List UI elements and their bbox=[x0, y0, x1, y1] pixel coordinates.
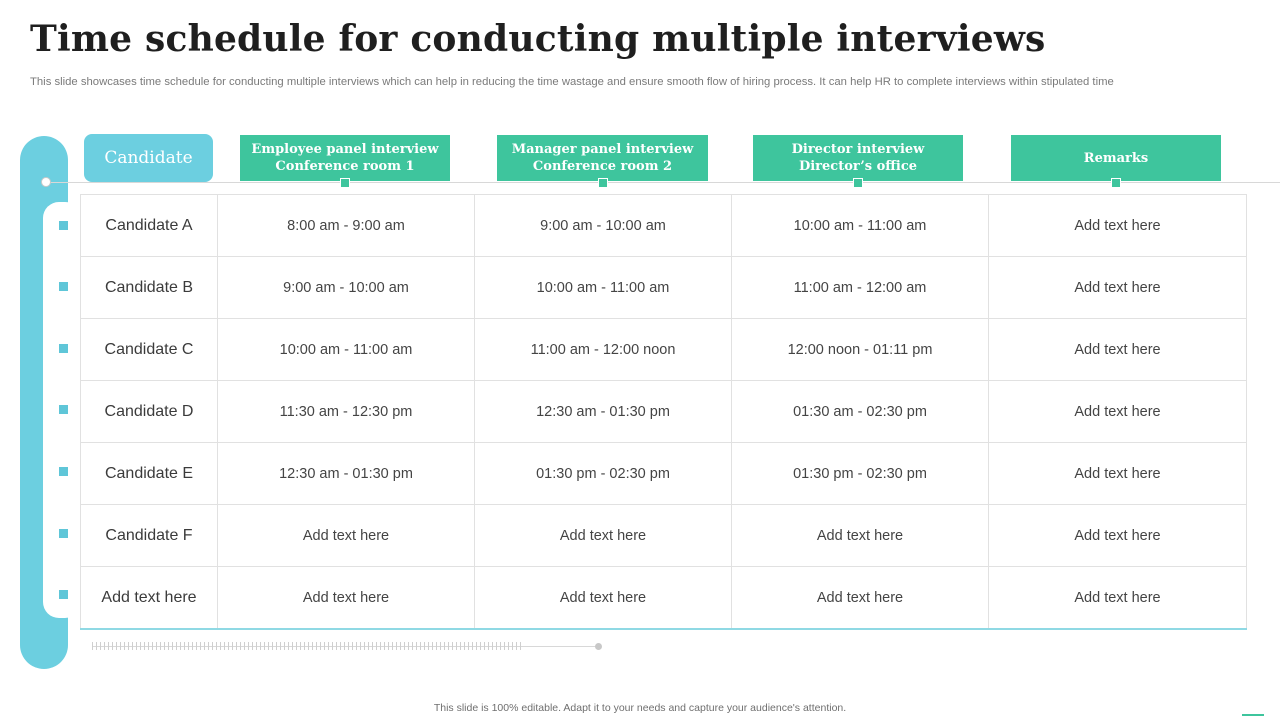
header-manager-panel: Manager panel interview Conference room 2 bbox=[497, 135, 708, 181]
employee-panel-time-cell: 10:00 am - 11:00 am bbox=[218, 319, 475, 381]
director-time-cell: 11:00 am - 12:00 am bbox=[732, 257, 989, 319]
director-time-cell: Add text here bbox=[732, 505, 989, 567]
decorative-dot bbox=[595, 643, 602, 650]
decorative-tick-marks bbox=[92, 642, 522, 650]
director-time-cell: 01:30 pm - 02:30 pm bbox=[732, 443, 989, 505]
table-row bbox=[81, 567, 1247, 630]
manager-panel-time-cell: 10:00 am - 11:00 am bbox=[475, 257, 732, 319]
candidate-name-cell: Candidate B bbox=[81, 257, 218, 319]
director-time-cell: 12:00 noon - 01:11 pm bbox=[732, 319, 989, 381]
table-row bbox=[81, 381, 1247, 443]
employee-panel-time-cell: Add text here bbox=[218, 567, 475, 630]
candidate-name-cell: Candidate D bbox=[81, 381, 218, 443]
row-marker bbox=[59, 221, 68, 230]
manager-panel-time-cell: 01:30 pm - 02:30 pm bbox=[475, 443, 732, 505]
director-time-cell: 10:00 am - 11:00 am bbox=[732, 195, 989, 257]
page-subtitle: This slide showcases time schedule for conducting multiple interviews which can help in reducing the time wastage and ensure smooth flow of hiring process. It can help HR to complete interviews within stipulated time bbox=[30, 76, 1114, 88]
page-title: Time schedule for conducting multiple interviews bbox=[30, 18, 1046, 60]
director-time-cell: 01:30 am - 02:30 pm bbox=[732, 381, 989, 443]
row-marker bbox=[59, 282, 68, 291]
row-marker bbox=[59, 467, 68, 476]
candidate-name-cell: Add text here bbox=[81, 567, 218, 630]
candidate-name-cell: Candidate E bbox=[81, 443, 218, 505]
header-connector-dot bbox=[41, 177, 51, 187]
employee-panel-time-cell: Add text here bbox=[218, 505, 475, 567]
candidate-name-cell: Candidate C bbox=[81, 319, 218, 381]
row-marker bbox=[59, 529, 68, 538]
header-marker bbox=[853, 178, 863, 188]
candidate-name-cell: Candidate F bbox=[81, 505, 218, 567]
remarks-cell: Add text here bbox=[989, 257, 1247, 319]
header-marker bbox=[340, 178, 350, 188]
header-remarks: Remarks bbox=[1011, 135, 1221, 181]
manager-panel-time-cell: Add text here bbox=[475, 567, 732, 630]
remarks-cell: Add text here bbox=[989, 567, 1247, 630]
row-marker bbox=[59, 405, 68, 414]
manager-panel-time-cell: 12:30 am - 01:30 pm bbox=[475, 381, 732, 443]
remarks-cell: Add text here bbox=[989, 319, 1247, 381]
employee-panel-time-cell: 11:30 am - 12:30 pm bbox=[218, 381, 475, 443]
manager-panel-time-cell: Add text here bbox=[475, 505, 732, 567]
corner-accent-line bbox=[1242, 714, 1264, 716]
remarks-cell: Add text here bbox=[989, 443, 1247, 505]
manager-panel-time-cell: 9:00 am - 10:00 am bbox=[475, 195, 732, 257]
row-marker bbox=[59, 344, 68, 353]
header-marker bbox=[1111, 178, 1121, 188]
table-row bbox=[81, 195, 1247, 257]
candidate-name-cell: Candidate A bbox=[81, 195, 218, 257]
header-employee-panel: Employee panel interview Conference room 1 bbox=[240, 135, 450, 181]
table-row bbox=[81, 319, 1247, 381]
row-marker bbox=[59, 590, 68, 599]
employee-panel-time-cell: 12:30 am - 01:30 pm bbox=[218, 443, 475, 505]
header-candidate: Candidate bbox=[84, 134, 213, 182]
schedule-table bbox=[80, 194, 1247, 630]
header-connector-line bbox=[46, 182, 1280, 183]
remarks-cell: Add text here bbox=[989, 505, 1247, 567]
table-row bbox=[81, 257, 1247, 319]
footer-note: This slide is 100% editable. Adapt it to your needs and capture your audience's attention. bbox=[433, 702, 847, 714]
header-director: Director interview Director’s office bbox=[753, 135, 963, 181]
table-row bbox=[81, 443, 1247, 505]
remarks-cell: Add text here bbox=[989, 381, 1247, 443]
director-time-cell: Add text here bbox=[732, 567, 989, 630]
table-row bbox=[81, 505, 1247, 567]
header-marker bbox=[598, 178, 608, 188]
employee-panel-time-cell: 8:00 am - 9:00 am bbox=[218, 195, 475, 257]
remarks-cell: Add text here bbox=[989, 195, 1247, 257]
employee-panel-time-cell: 9:00 am - 10:00 am bbox=[218, 257, 475, 319]
manager-panel-time-cell: 11:00 am - 12:00 noon bbox=[475, 319, 732, 381]
